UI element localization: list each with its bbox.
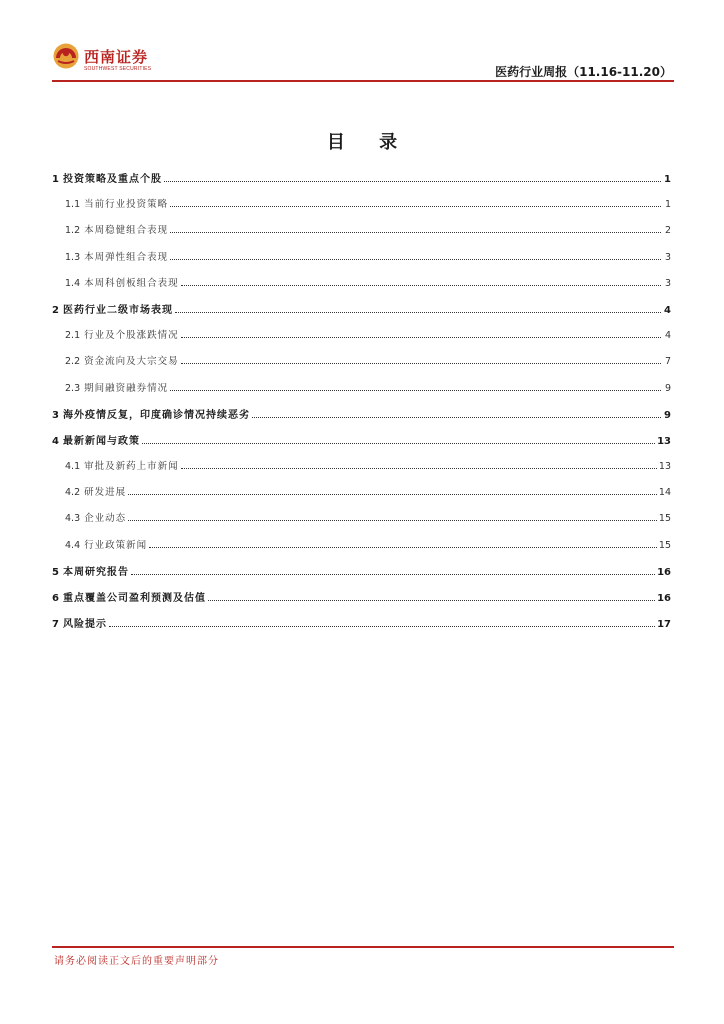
toc-entry-page: 13 xyxy=(657,435,671,447)
toc-entry-page: 4 xyxy=(664,304,671,316)
toc-entry-number: 4 xyxy=(52,435,59,447)
toc-entry-section[interactable] xyxy=(52,589,671,615)
toc-entry-title: 本周科创板组合表现 xyxy=(84,277,179,289)
toc-entry-number: 1.1 xyxy=(65,199,81,211)
toc-entry-subsection[interactable] xyxy=(52,249,671,275)
toc-entry-title: 海外疫情反复，印度确诊情况持续恶劣 xyxy=(62,409,250,421)
logo-english-name: SOUTHWEST SECURITIES xyxy=(84,66,152,72)
toc-entry-subsection[interactable] xyxy=(52,537,671,563)
toc-entry-title: 期间融资融券情况 xyxy=(84,382,169,394)
toc-entry-number: 2.3 xyxy=(65,382,81,394)
toc-entry-page: 4 xyxy=(664,330,671,342)
toc-entry-label xyxy=(65,327,179,341)
toc-entry-label xyxy=(65,484,126,498)
toc-entry-page: 16 xyxy=(657,593,671,604)
toc-dot-leader xyxy=(128,494,657,495)
toc-entry-title: 行业及个股涨跌情况 xyxy=(84,330,179,342)
toc-entry-number: 2 xyxy=(52,304,59,316)
toc-entry-page: 13 xyxy=(658,461,671,473)
toc-entry-page: 2 xyxy=(664,225,671,237)
toc-entry-label xyxy=(65,380,168,394)
toc-entry-page: 16 xyxy=(657,566,671,578)
toc-entry-number: 4.3 xyxy=(65,513,81,525)
toc-entry-label xyxy=(52,406,250,421)
toc-entry-number: 2.2 xyxy=(65,356,81,368)
toc-entry-label xyxy=(65,510,126,524)
toc-entry-title: 本周弹性组合表现 xyxy=(84,251,169,263)
toc-entry-number: 4.4 xyxy=(65,539,81,551)
toc-dot-leader xyxy=(181,285,661,286)
toc-entry-label xyxy=(52,301,173,316)
toc-entry-section[interactable] xyxy=(52,170,671,196)
toc-dot-leader xyxy=(109,626,655,627)
toc-entry-subsection[interactable] xyxy=(52,484,671,510)
footer-disclaimer: 请务必阅读正文后的重要声明部分 xyxy=(54,956,219,967)
toc-entry-number: 1.2 xyxy=(65,225,81,237)
toc-entry-title: 审批及新药上市新闻 xyxy=(84,461,179,473)
toc-dot-leader xyxy=(142,443,655,444)
toc-dot-leader xyxy=(252,417,661,418)
toc-entry-label xyxy=(65,537,147,551)
toc-entry-title: 投资策略及重点个股 xyxy=(62,174,162,185)
toc-entry-label xyxy=(52,432,140,447)
toc-entry-page: 15 xyxy=(658,539,671,551)
toc-entry-section[interactable] xyxy=(52,406,671,432)
toc-entry-label xyxy=(65,222,168,236)
report-title: 医药行业周报（11.16-11.20） xyxy=(495,65,672,79)
logo-emblem-icon xyxy=(52,42,80,70)
toc-entry-number: 4.2 xyxy=(65,487,81,499)
toc-entry-label xyxy=(65,249,168,263)
toc-dot-leader xyxy=(181,363,661,364)
toc-entry-title: 资金流向及大宗交易 xyxy=(84,356,179,368)
toc-dot-leader xyxy=(170,206,661,207)
toc-entry-page: 14 xyxy=(658,487,671,499)
page-header xyxy=(52,36,674,84)
toc-entry-label xyxy=(52,615,107,630)
toc-dot-leader xyxy=(208,600,655,601)
toc-entry-subsection[interactable] xyxy=(52,275,671,301)
toc-entry-label xyxy=(65,353,179,367)
toc-entry-section[interactable] xyxy=(52,301,671,327)
header-divider xyxy=(52,80,674,82)
toc-entry-section[interactable] xyxy=(52,615,671,641)
toc-entry-title: 行业政策新闻 xyxy=(84,539,148,551)
toc-entry-number: 1.3 xyxy=(65,251,81,263)
toc-entry-title: 医药行业二级市场表现 xyxy=(62,304,173,316)
toc-entry-subsection[interactable] xyxy=(52,458,671,484)
toc-entry-title: 当前行业投资策略 xyxy=(84,199,169,211)
toc-entry-page: 3 xyxy=(664,251,671,263)
toc-entry-subsection[interactable] xyxy=(52,380,671,406)
toc-entry-page: 9 xyxy=(664,409,671,421)
toc-entry-number: 6 xyxy=(52,593,59,604)
toc-entry-title: 企业动态 xyxy=(84,513,127,525)
toc-heading: 目 录 xyxy=(326,132,412,153)
toc-entry-page: 1 xyxy=(664,199,671,211)
footer-divider xyxy=(52,946,674,948)
toc-dot-leader xyxy=(170,232,661,233)
toc-entry-subsection[interactable] xyxy=(52,510,671,536)
toc-entry-subsection[interactable] xyxy=(52,327,671,353)
toc-entry-label xyxy=(52,170,162,185)
toc-dot-leader xyxy=(149,547,657,548)
toc-entry-label xyxy=(52,589,206,604)
toc-entry-number: 3 xyxy=(52,409,59,421)
logo-chinese-name: 西南证券 xyxy=(84,48,149,66)
toc-entry-title: 研发进展 xyxy=(84,487,127,499)
toc-entry-title: 本周稳健组合表现 xyxy=(84,225,169,237)
company-logo xyxy=(52,40,172,76)
toc-dot-leader xyxy=(131,574,655,575)
toc-entry-label xyxy=(52,563,129,578)
toc-entry-page: 9 xyxy=(664,382,671,394)
toc-dot-leader xyxy=(170,259,661,260)
toc-entry-subsection[interactable] xyxy=(52,196,671,222)
toc-entry-label xyxy=(65,196,168,210)
toc-entry-number: 1 xyxy=(52,174,59,185)
toc-dot-leader xyxy=(175,312,661,313)
toc-entry-page: 17 xyxy=(657,619,671,631)
toc-dot-leader xyxy=(181,337,661,338)
toc-dot-leader xyxy=(170,390,661,391)
toc-entry-subsection[interactable] xyxy=(52,222,671,248)
toc-entry-title: 最新新闻与政策 xyxy=(62,435,140,447)
toc-entry-label xyxy=(65,275,179,289)
toc-entry-number: 4.1 xyxy=(65,461,81,473)
toc-entry-section[interactable] xyxy=(52,432,671,458)
toc-dot-leader xyxy=(164,181,661,182)
toc-entry-number: 2.1 xyxy=(65,330,81,342)
toc-entry-title: 风险提示 xyxy=(62,619,107,631)
toc-entry-page: 3 xyxy=(664,277,671,289)
toc-entry-title: 重点覆盖公司盈利预测及估值 xyxy=(62,593,206,604)
toc-entry-label xyxy=(65,458,179,472)
toc-entry-number: 7 xyxy=(52,619,59,631)
toc-entry-number: 5 xyxy=(52,566,59,578)
toc-entry-page: 7 xyxy=(664,356,671,368)
toc-dot-leader xyxy=(181,468,657,469)
toc-entry-subsection[interactable] xyxy=(52,353,671,379)
toc-entry-page: 15 xyxy=(658,513,671,525)
toc-dot-leader xyxy=(128,520,657,521)
toc-entry-title: 本周研究报告 xyxy=(62,566,129,578)
toc-entry-number: 1.4 xyxy=(65,277,81,289)
toc-entry-section[interactable] xyxy=(52,563,671,589)
toc-entry-page: 1 xyxy=(664,174,671,185)
table-of-contents xyxy=(52,170,671,641)
